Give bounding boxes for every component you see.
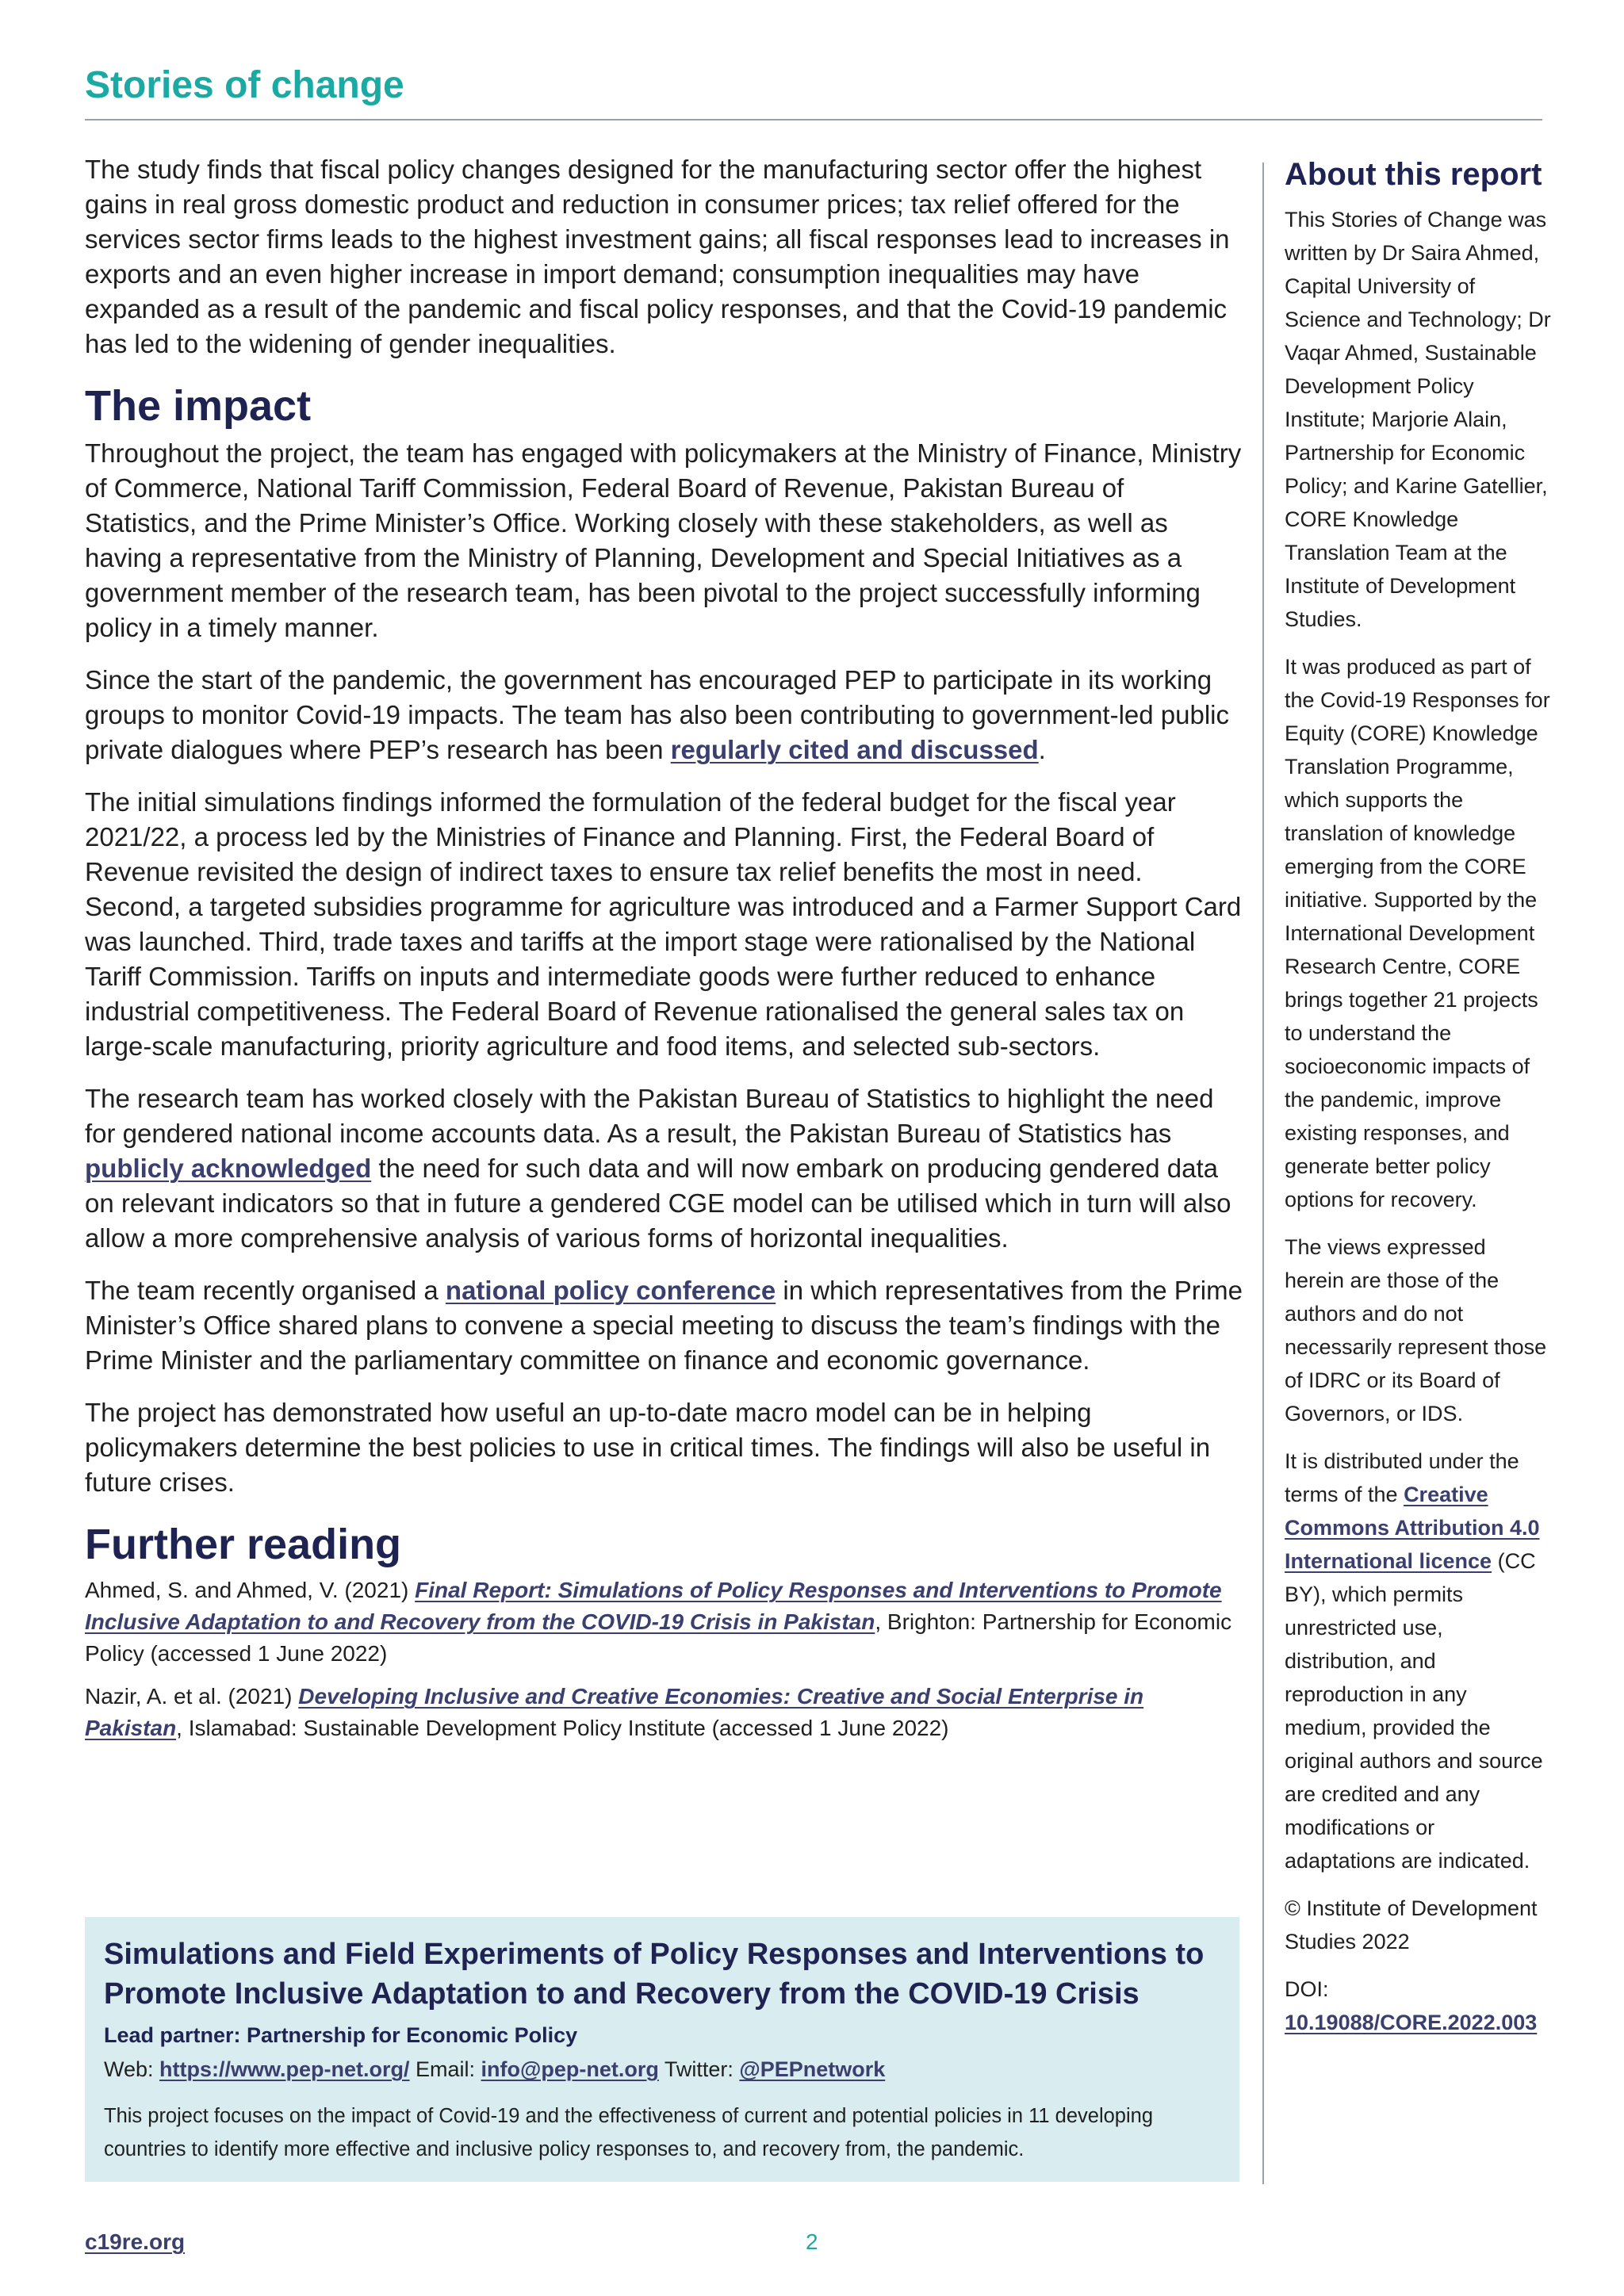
reference-item: Nazir, A. et al. (2021) Developing Inclusive and Creative Economies: Creative and Social Enterprise in Pakistan, Islamabad: Sustainable Development Policy Institute (accessed 1 June 2022) — [85, 1684, 1144, 1740]
header-title: Stories of change — [85, 64, 404, 106]
doi-link[interactable]: 10.19088/CORE.2022.003 — [1285, 2011, 1538, 2034]
impact-heading: The impact — [85, 382, 312, 430]
header-divider — [85, 119, 1542, 121]
about-licence: It is distributed under the terms of the Creative Commons Attribution 4.0 International licence (CC BY), which permits unrestricted use, distribution, and reproduction in any medium, provided the original authors and source are credited and any modifications or adaptations are indicated. — [1285, 1449, 1543, 1873]
twitter-link[interactable]: @PEPnetwork — [739, 2057, 886, 2081]
email-link[interactable]: info@pep-net.org — [481, 2057, 659, 2081]
impact-paragraph-2: Since the start of the pandemic, the government has encouraged PEP to participate in its working groups to monitor Covid-19 impacts. The team has also been contributing to government-led public private dialogues where PEP’s research has been regularly cited and discussed. — [85, 665, 1230, 764]
licence-link[interactable]: Creative Commons Attribution 4.0 International licence — [1285, 1483, 1540, 1573]
further-reading-heading: Further reading — [85, 1521, 402, 1568]
intro-paragraph: The study finds that fiscal policy changes designed for the manufacturing sector offer the highest gains in real gross domestic product and reduction in consumer prices; tax relief offered for the services sector firms leads to the highest investment gains; all fiscal responses lead to increases in exports and an even higher increase in import demand; consumption inequalities may have expanded as a result of the pandemic and fiscal policy responses, and that the Covid-19 pandemic has led to the widening of gender inequalities. — [85, 155, 1230, 358]
project-info-box — [85, 1917, 1239, 2182]
page-number: 2 — [806, 2229, 818, 2254]
publicly-acknowledged-link[interactable]: publicly acknowledged — [85, 1154, 372, 1183]
reference-list — [85, 1575, 1243, 1744]
copyright: © Institute of Development Studies 2022 — [1285, 1896, 1538, 1954]
project-title: Simulations and Field Experiments of Policy Responses and Interventions to Promote Inclusive Adaptation to and Recovery from the COVID-19 Crisis — [104, 1938, 1205, 2011]
final-report-link[interactable]: Final Report: Simulations of Policy Responses and Interventions to Promote Inclusive Adaptation to and Recovery from the COVID-19 Crisis in Pakistan — [85, 1578, 1222, 1634]
about-disclaimer: The views expressed herein are those of the authors and do not necessarily represent those of IDRC or its Board of Governors, or IDS. — [1285, 1235, 1547, 1425]
reference-item: Ahmed, S. and Ahmed, V. (2021) Final Report: Simulations of Policy Responses and Interventions to Promote Inclusive Adaptation to and Recovery from the COVID-19 Crisis in Pakistan, Brighton: Partnership for Economic Policy (accessed 1 June 2022) — [85, 1578, 1232, 1666]
about-sidebar — [1285, 152, 1551, 2053]
creative-economies-link[interactable]: Developing Inclusive and Creative Economies: Creative and Social Enterprise in Pakistan — [85, 1684, 1144, 1740]
main-content — [85, 152, 1243, 1755]
project-contacts: Web: https://www.pep-net.org/ Email: info@pep-net.org Twitter: @PEPnetwork — [104, 2057, 886, 2081]
impact-paragraph-4: The research team has worked closely with the Pakistan Bureau of Statistics to highlight the need for gendered national income accounts data. As a result, the Pakistan Bureau of Statistics has publicly acknowledged the need for such data and will now embark on producing gendered data on relevant indicators so that in future a gendered CGE model can be utilised which in turn will also allow a more comprehensive analysis of various forms of horizontal inequalities. — [85, 1084, 1231, 1253]
impact-paragraph-6: The project has demonstrated how useful an up-to-date macro model can be in helping policymakers determine the best policies to use in critical times. The findings will also be useful in future crises. — [85, 1398, 1211, 1497]
doi: DOI: 10.19088/CORE.2022.003 — [1285, 1977, 1538, 2034]
impact-paragraph-1: Throughout the project, the team has engaged with policymakers at the Ministry of Finance, Ministry of Commerce, National Tariff Commission, Federal Board of Revenue, Pakistan Bureau of Statistics, and the Prime Minister’s Office. Working closely with these stakeholders, as well as having a representative from the Ministry of Planning, Development and Special Initiatives as a government member of the research team, has been pivotal to the project successfully informing policy in a timely manner. — [85, 438, 1242, 642]
regularly-cited-link[interactable]: regularly cited and discussed — [670, 735, 1039, 764]
about-programme: It was produced as part of the Covid-19 Responses for Equity (CORE) Knowledge Translation Programme, which supports the translation of knowledge emerging from the CORE initiative. Supported by the International Development Research Centre, CORE brings together 21 projects to understand the socioeconomic impacts of the pandemic, improve existing responses, and generate better policy options for recovery. — [1285, 655, 1550, 1211]
sidebar-divider — [1262, 163, 1264, 2184]
impact-paragraph-5: The team recently organised a national policy conference in which representatives from the Prime Minister’s Office shared plans to convene a special meeting to discuss the team’s findings with the Prime Minister and the parliamentary committee on finance and economic governance. — [85, 1276, 1243, 1375]
website-link[interactable]: https://www.pep-net.org/ — [159, 2057, 410, 2081]
national-policy-conference-link[interactable]: national policy conference — [445, 1276, 776, 1305]
project-description: This project focuses on the impact of Covid-19 and the effectiveness of current and potential policies in 11 developing countries to identify more effective and inclusive policy responses to, and recovery from, the pandemic. — [104, 2105, 1154, 2160]
lead-partner: Lead partner: Partnership for Economic Policy — [104, 2023, 578, 2047]
about-heading: About this report — [1285, 157, 1542, 192]
impact-paragraph-3: The initial simulations findings informed the formulation of the federal budget for the fiscal year 2021/22, a process led by the Ministries of Finance and Planning. First, the Federal Board of Revenue revisited the design of indirect taxes to ensure tax relief benefits the most in need. Second, a targeted subsidies programme for agriculture was introduced and a Farmer Support Card was launched. Third, trade taxes and tariffs at the import stage were rationalised by the National Tariff Commission. Tariffs on inputs and intermediate goods were further reduced to enhance industrial competitiveness. The Federal Board of Revenue rationalised the general sales tax on large-scale manufacturing, priority agriculture and food items, and selected sub-sectors. — [85, 787, 1242, 1061]
about-authors: This Stories of Change was written by Dr Saira Ahmed, Capital University of Science and Technology; Dr Vaqar Ahmed, Sustainable Development Policy Institute; Marjorie Alain, Partnership for Economic Policy; and Karine Gatellier, CORE Knowledge Translation Team at the Institute of Development Studies. — [1285, 208, 1551, 631]
footer-site-link[interactable]: c19re.org — [85, 2229, 186, 2254]
